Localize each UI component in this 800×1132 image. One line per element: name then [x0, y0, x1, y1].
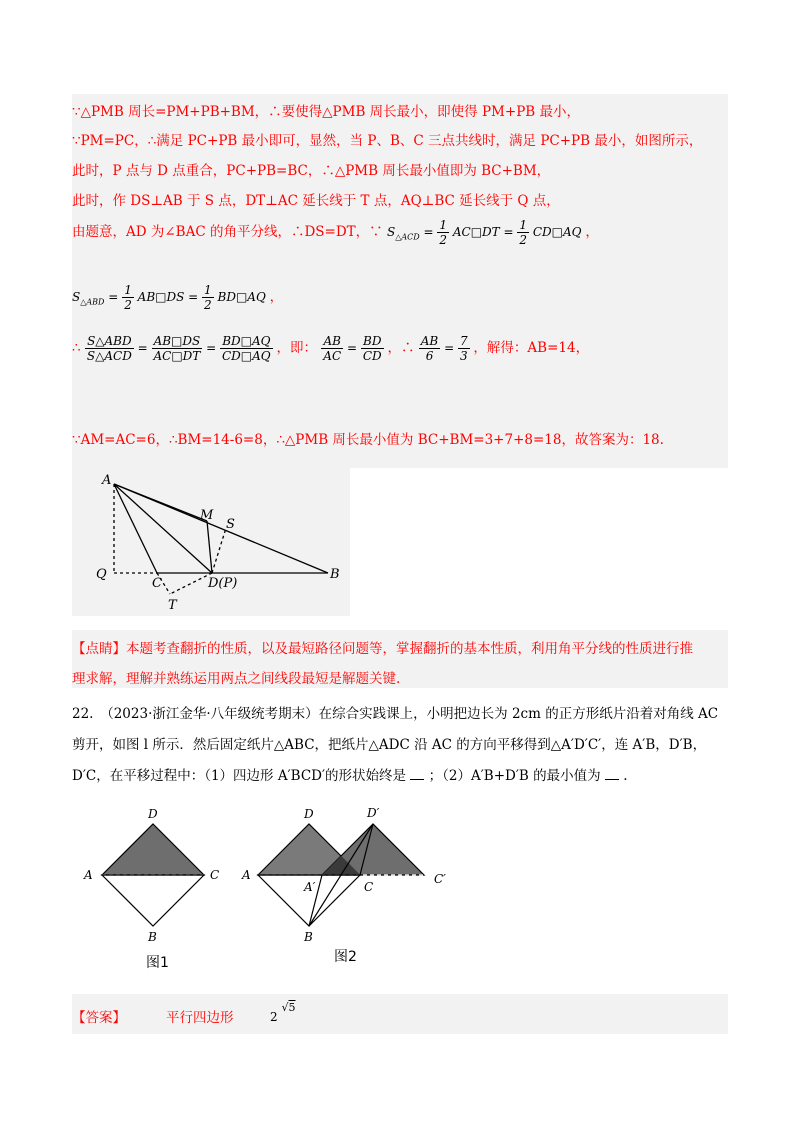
- question-line-1: 22. （2023·浙江金华·八年级统考期末）在综合实践课上，小明把边长为 2cm 的正方形纸片沿着对角线 AC: [72, 706, 719, 722]
- line5-text: 由题意，AD 为∠BAC 的角平分线，∴DS=DT，∵: [72, 224, 383, 240]
- question-line-3: D′C，在平移过程中：（1）四边形 A′BCD′的形状始终是 ；（2）A′B+D′B 的最小值为 .: [72, 768, 628, 784]
- fig2-label-Aprime: A′: [304, 880, 316, 894]
- solution-line-7: ∴ $\frac{\text{S△ABD}}{\text{S△ACD}}$ = $\frac{AB□DS}{AC□DT}$ = $\frac{BD□AQ}{CD□AQ}$ ，即： $\frac{AB}{AC}$ = $\frac{BD}{CD}$ ，∴ $\frac{AB}{6}$ = $\frac{7}{3}$ ，解得：AB=14，: [72, 334, 590, 363]
- fig2-label-C: C: [364, 880, 374, 894]
- segment-AM: [114, 484, 207, 521]
- fig2-label-D: D: [304, 807, 314, 821]
- answer-1: 平行四边形: [166, 1010, 234, 1026]
- fig1-triangle-ABC: [102, 875, 204, 926]
- solution-line-2: ∵PM=PC，∴满足 PC+PB 最小即可，显然，当 P、B、C 三点共线时，满足 PC+PB 最小，如图所示，: [72, 133, 703, 149]
- label-M: M: [200, 508, 214, 523]
- segment-AD: [114, 484, 212, 573]
- solution-line-1: ∵△PMB 周长=PM+PB+BM，∴要使得△PMB 周长最小，即使得 PM+PB 最小，: [72, 104, 580, 120]
- solution-box: [72, 94, 728, 468]
- fig2-label-Cprime: C′: [434, 872, 446, 886]
- segment-DT: [170, 573, 212, 594]
- label-S: S: [226, 517, 235, 532]
- answer-2: 2 √5: [270, 1001, 296, 1024]
- fig2-label-A: A: [242, 868, 251, 882]
- fig2-caption: 图2: [334, 949, 357, 965]
- label-C: C: [152, 576, 162, 591]
- sqrt-symbol: √5: [281, 1001, 296, 1014]
- answer-blank-2: [605, 767, 619, 780]
- question-line-2: 剪开，如图 l 所示．然后固定纸片△ABC，把纸片△ADC 沿 AC 的方向平移得到△A′D′C′，连 A′B，D′B，: [72, 737, 707, 753]
- answer-blank-1: [410, 767, 424, 780]
- solution-line-5: 由题意，AD 为∠BAC 的角平分线，∴DS=DT，∵ $S_{\triangle ACD}$ = $\frac{1}{2}$ AC□DT = $\frac{1}{2}$ CD□AQ ，: [72, 218, 599, 247]
- segment-DS: [212, 528, 226, 573]
- segment-AC: [114, 484, 157, 573]
- geometry-svg-1: [72, 466, 350, 616]
- label-T: T: [168, 598, 177, 613]
- comment-line-1: 【点睛】本题考查翻折的性质，以及最短路径问题等，掌握翻折的基本性质，利用角平分线的性质进行推: [72, 641, 693, 657]
- label-A: A: [102, 473, 112, 488]
- fig2-label-Dprime: D′: [367, 806, 380, 820]
- fig1-label-C: C: [210, 868, 220, 882]
- comment-line-2: 理求解，理解并熟练运用两点之间线段最短是解题关键.: [72, 671, 401, 687]
- fig1-triangle-ADC: [102, 824, 204, 875]
- geometry-figure-1: [72, 466, 350, 616]
- label-B: B: [330, 567, 340, 582]
- fig1-label-D: D: [148, 807, 158, 821]
- fig1-label-B: B: [148, 930, 157, 944]
- question-figures: [72, 795, 492, 975]
- solution-line-3: 此时，P 点与 D 点重合，PC+PB=BC，∴△PMB 周长最小值即为 BC+BM，: [72, 163, 551, 179]
- fig2-shapes: [258, 824, 424, 926]
- label-D: D(P): [208, 576, 238, 591]
- segment-MD: [207, 521, 212, 573]
- label-Q: Q: [96, 567, 107, 582]
- answer-label: 【答案】: [72, 1010, 126, 1026]
- solution-line-6: $S_{\triangle ABD}$ = $\frac{1}{2}$ AB□DS = $\frac{1}{2}$ BD□AQ ，: [72, 283, 284, 312]
- fig2-label-B: B: [304, 930, 313, 944]
- area-formula-acd: $S_{\triangle ACD}$ = $\frac{1}{2}$ AC□DT = $\frac{1}{2}$ CD□AQ: [386, 218, 582, 247]
- fig1-label-A: A: [84, 868, 93, 882]
- solution-line-4: 此时，作 DS⊥AB 于 S 点，DT⊥AC 延长线于 T 点，AQ⊥BC 延长线于 Q 点，: [72, 193, 560, 209]
- area-formula-abd: $S_{\triangle ABD}$ = $\frac{1}{2}$ AB□DS = $\frac{1}{2}$ BD□AQ: [72, 283, 266, 312]
- fig1-square: [102, 824, 204, 926]
- fig1-caption: 图1: [146, 955, 169, 971]
- solution-line-8: ∵AM=AC=6，∴BM=14-6=8，∴△PMB 周长最小值为 BC+BM=3+7+8=18，故答案为：18.: [72, 432, 664, 448]
- ratio-formula: $\frac{\text{S△ABD}}{\text{S△ACD}}$ = $\frac{AB□DS}{AC□DT}$ = $\frac{BD□AQ}{CD□AQ}$: [86, 334, 271, 363]
